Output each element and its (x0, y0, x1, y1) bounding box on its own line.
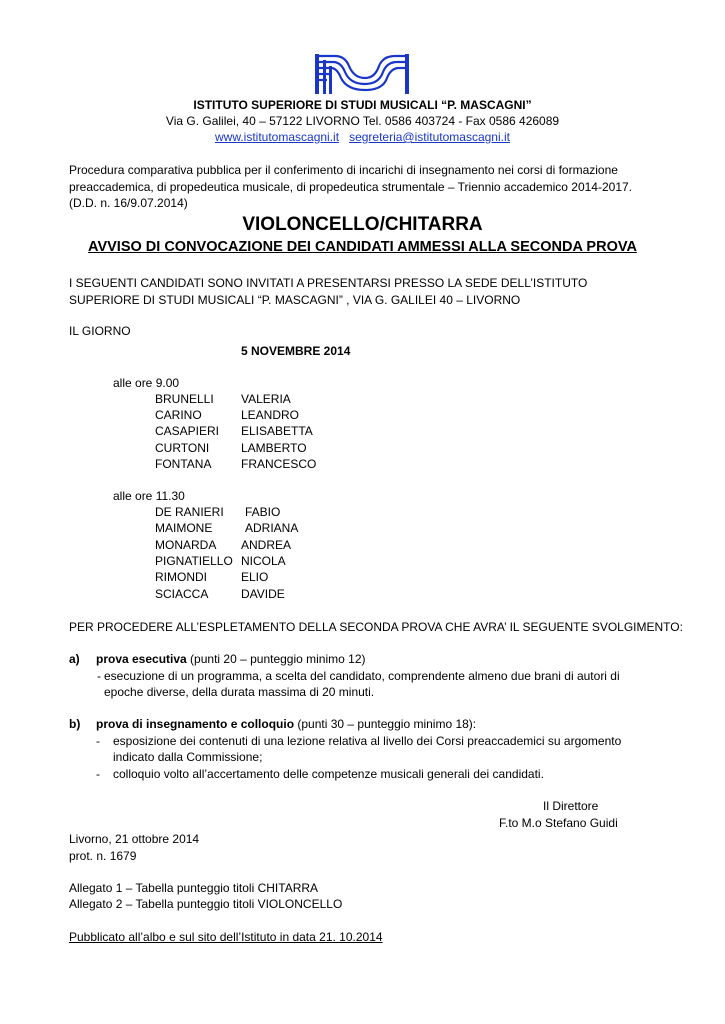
item-marker: a) (69, 652, 80, 666)
institute-logo-icon (313, 52, 413, 98)
procedure-intro: PER PROCEDERE ALL’ESPLETAMENTO DELLA SECONDA PROVA CHE AVRA’ IL SEGUENTE SVOLGIMENTO: (69, 620, 683, 634)
candidate-name: NICOLA (241, 554, 286, 568)
item-b-bullet-line: esposizione dei contenuti di una lezione relativa al livello dei Corsi preaccademici su argomento (113, 734, 622, 748)
bullet-dash: - (96, 734, 100, 748)
email-link[interactable]: segreteria@istitutomascagni.it (349, 130, 510, 144)
item-a-detail: (punti 20 – punteggio minimo 12) (186, 652, 366, 666)
invitation-paragraph: I SEGUENTI CANDIDATI SONO INVITATI A PRESENTARSI PRESSO LA SEDE DELL’ISTITUTO SUPERIORE DI STUDI MUSICALI “P. MASCAGNI” , VIA G. GALILEI 40 – LIVORNO (69, 276, 588, 307)
candidate-surname: CARINO (155, 408, 202, 422)
item-a-bullet-line: epoche diverse, della durata massima di 20 minuti. (104, 685, 375, 699)
item-a-heading (96, 651, 366, 668)
candidate-surname: MAIMONE (155, 521, 213, 535)
item-b-heading (96, 716, 476, 733)
bullet-dash: - (97, 669, 101, 683)
item-marker: b) (69, 717, 81, 731)
candidate-name: ANDREA (241, 538, 292, 552)
attachment-line: Allegato 1 – Tabella punteggio titoli CHITARRA (69, 881, 319, 895)
candidate-surname: DE RANIERI (155, 505, 224, 519)
attachment-line: Allegato 2 – Tabella punteggio titoli VIOLONCELLO (69, 897, 343, 911)
item-b-bullet-line: indicato dalla Commissione; (113, 750, 263, 764)
institute-name: ISTITUTO SUPERIORE DI STUDI MUSICALI “P. MASCAGNI” (193, 98, 532, 112)
candidate-name: FRANCESCO (241, 457, 317, 471)
candidate-name: LEANDRO (241, 408, 300, 422)
contact-links (0, 129, 725, 146)
protocol-number: prot. n. 1679 (69, 849, 137, 863)
website-link[interactable]: www.istitutomascagni.it (215, 130, 340, 144)
item-a-bullet-line: esecuzione di un programma, a scelta del candidato, comprendente almeno due brani di autori di (104, 669, 620, 683)
candidate-surname: CURTONI (155, 441, 210, 455)
document-title: VIOLONCELLO/CHITARRA (242, 214, 483, 235)
candidate-surname: FONTANA (155, 457, 212, 471)
candidate-surname: BRUNELLI (155, 392, 214, 406)
candidate-surname: PIGNATIELLO (155, 554, 233, 568)
item-a-title: prova esecutiva (96, 652, 187, 666)
session-time: alle ore 9.00 (113, 376, 180, 390)
candidate-name: VALERIA (241, 392, 291, 406)
candidate-surname: CASAPIERI (155, 424, 220, 438)
item-b-bullet-line: colloquio volto all’accertamento delle competenze musicali generali dei candidati. (113, 767, 544, 781)
intro-paragraph: Procedura comparativa pubblica per il conferimento di incarichi di insegnamento nei corsi di formazione preaccademica, di propedeutica musicale, di propedeutica strumentale – Triennio accademico 2014-2017. (D.D. n. 16/9.07.2014) (69, 163, 632, 210)
item-b-title: prova di insegnamento e colloquio (96, 717, 295, 731)
candidate-name: ADRIANA (245, 521, 299, 535)
candidate-name: ELIO (241, 570, 269, 584)
signature-name: F.to M.o Stefano Guidi (499, 816, 618, 830)
bullet-dash: - (96, 767, 100, 781)
day-label: IL GIORNO (69, 324, 131, 338)
candidate-surname: SCIACCA (155, 587, 209, 601)
candidate-surname: RIMONDI (155, 570, 207, 584)
signature-role: Il Direttore (543, 799, 599, 813)
candidate-name: FABIO (245, 505, 281, 519)
candidate-name: DAVIDE (241, 587, 285, 601)
item-b-detail: (punti 30 – punteggio minimo 18): (294, 717, 477, 731)
candidate-surname: MONARDA (155, 538, 217, 552)
institute-address: Via G. Galilei, 40 – 57122 LIVORNO Tel. 0586 403724 - Fax 0586 426089 (165, 114, 560, 128)
document-subtitle: AVVISO DI CONVOCAZIONE DEI CANDIDATI AMMESSI ALLA SECONDA PROVA (88, 239, 637, 255)
candidate-name: ELISABETTA (241, 424, 313, 438)
convocation-date: 5 NOVEMBRE 2014 (241, 344, 351, 358)
session-time: alle ore 11.30 (113, 489, 185, 503)
publication-note: Pubblicato all’albo e sul sito dell’Istituto in data 21. 10.2014 (69, 930, 383, 944)
place-date: Livorno, 21 ottobre 2014 (69, 832, 200, 846)
candidate-name: LAMBERTO (241, 441, 307, 455)
